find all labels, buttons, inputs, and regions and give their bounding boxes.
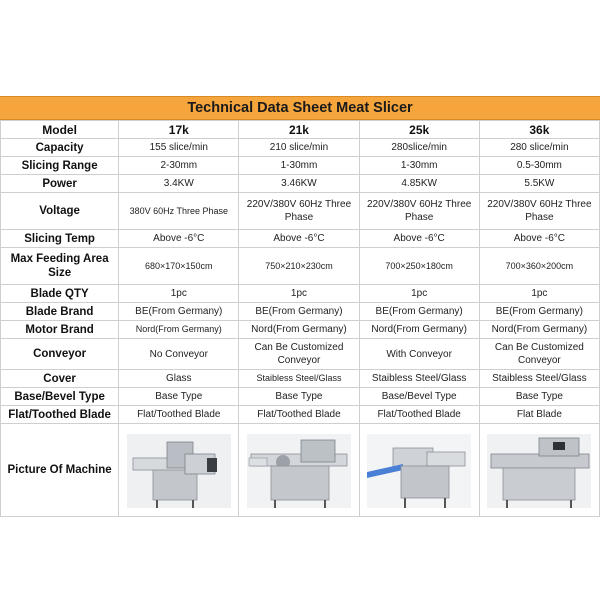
cell: With Conveyor [359, 339, 479, 370]
cell: Can Be Customized Conveyor [479, 339, 599, 370]
table-row [1, 370, 600, 388]
cell: 280 slice/min [479, 139, 599, 157]
row-label: Cover [1, 370, 119, 388]
header-label: Model [1, 121, 119, 139]
row-label: Blade Brand [1, 303, 119, 321]
data-sheet [0, 96, 600, 517]
cell: 5.5KW [479, 175, 599, 193]
machine-image-21k [239, 424, 359, 517]
cell: Base Type [119, 388, 239, 406]
cell: No Conveyor [119, 339, 239, 370]
cell: Base Type [239, 388, 359, 406]
cell: Nord(From Germany) [239, 321, 359, 339]
table-row [1, 303, 600, 321]
model-36k: 36k [479, 121, 599, 139]
cell: BE(From Germany) [359, 303, 479, 321]
cell: 680×170×150cm [119, 248, 239, 285]
cell: Flat/Toothed Blade [359, 406, 479, 424]
cell: Above -6°C [119, 230, 239, 248]
row-label: Blade QTY [1, 285, 119, 303]
cell: 1pc [479, 285, 599, 303]
cell: Base Type [479, 388, 599, 406]
cell: 220V/380V 60Hz Three Phase [359, 193, 479, 230]
row-label: Capacity [1, 139, 119, 157]
cell: BE(From Germany) [239, 303, 359, 321]
cell: 220V/380V 60Hz Three Phase [239, 193, 359, 230]
cell: 0.5-30mm [479, 157, 599, 175]
table-row [1, 248, 600, 285]
picture-row [1, 424, 600, 517]
header-row [1, 121, 600, 139]
row-label: Power [1, 175, 119, 193]
cell: 4.85KW [359, 175, 479, 193]
row-label: Max Feeding Area Size [1, 248, 119, 285]
row-label: Picture Of Machine [1, 424, 119, 517]
table-row [1, 230, 600, 248]
cell: 3.4KW [119, 175, 239, 193]
row-label: Conveyor [1, 339, 119, 370]
model-25k: 25k [359, 121, 479, 139]
cell: Nord(From Germany) [359, 321, 479, 339]
cell: 700×250×180cm [359, 248, 479, 285]
cell: 380V 60Hz Three Phase [119, 193, 239, 230]
slicer-machine-icon [243, 428, 355, 512]
cell: 210 slice/min [239, 139, 359, 157]
row-label: Voltage [1, 193, 119, 230]
table-row [1, 321, 600, 339]
table-row [1, 193, 600, 230]
model-17k: 17k [119, 121, 239, 139]
slicer-machine-icon [483, 428, 595, 512]
cell: 155 slice/min [119, 139, 239, 157]
cell: 1pc [359, 285, 479, 303]
cell: 2-30mm [119, 157, 239, 175]
cell: Flat Blade [479, 406, 599, 424]
cell: Above -6°C [359, 230, 479, 248]
table-row [1, 285, 600, 303]
machine-image-25k [359, 424, 479, 517]
machine-image-17k [119, 424, 239, 517]
cell: Staibless Steel/Glass [479, 370, 599, 388]
cell: Staibless Steel/Glass [239, 370, 359, 388]
row-label: Slicing Range [1, 157, 119, 175]
table-row [1, 139, 600, 157]
sheet-title: Technical Data Sheet Meat Slicer [0, 96, 600, 120]
cell: Can Be Customized Conveyor [239, 339, 359, 370]
slicer-machine-icon [123, 428, 235, 512]
table-row [1, 175, 600, 193]
cell: Flat/Toothed Blade [239, 406, 359, 424]
spec-table [0, 120, 600, 517]
table-row [1, 157, 600, 175]
cell: 1-30mm [359, 157, 479, 175]
cell: Above -6°C [479, 230, 599, 248]
table-row [1, 339, 600, 370]
row-label: Motor Brand [1, 321, 119, 339]
cell: 1pc [239, 285, 359, 303]
table-row [1, 406, 600, 424]
row-label: Flat/Toothed Blade [1, 406, 119, 424]
cell: Nord(From Germany) [119, 321, 239, 339]
cell: Glass [119, 370, 239, 388]
cell: Above -6°C [239, 230, 359, 248]
cell: Staibless Steel/Glass [359, 370, 479, 388]
cell: Nord(From Germany) [479, 321, 599, 339]
table-row [1, 388, 600, 406]
row-label: Slicing Temp [1, 230, 119, 248]
slicer-machine-icon [363, 428, 475, 512]
row-label: Base/Bevel Type [1, 388, 119, 406]
model-21k: 21k [239, 121, 359, 139]
cell: 280slice/min [359, 139, 479, 157]
cell: Flat/Toothed Blade [119, 406, 239, 424]
cell: 1-30mm [239, 157, 359, 175]
cell: Base/Bevel Type [359, 388, 479, 406]
cell: 3.46KW [239, 175, 359, 193]
cell: 750×210×230cm [239, 248, 359, 285]
machine-image-36k [479, 424, 599, 517]
cell: BE(From Germany) [119, 303, 239, 321]
cell: 700×360×200cm [479, 248, 599, 285]
cell: BE(From Germany) [479, 303, 599, 321]
cell: 220V/380V 60Hz Three Phase [479, 193, 599, 230]
cell: 1pc [119, 285, 239, 303]
